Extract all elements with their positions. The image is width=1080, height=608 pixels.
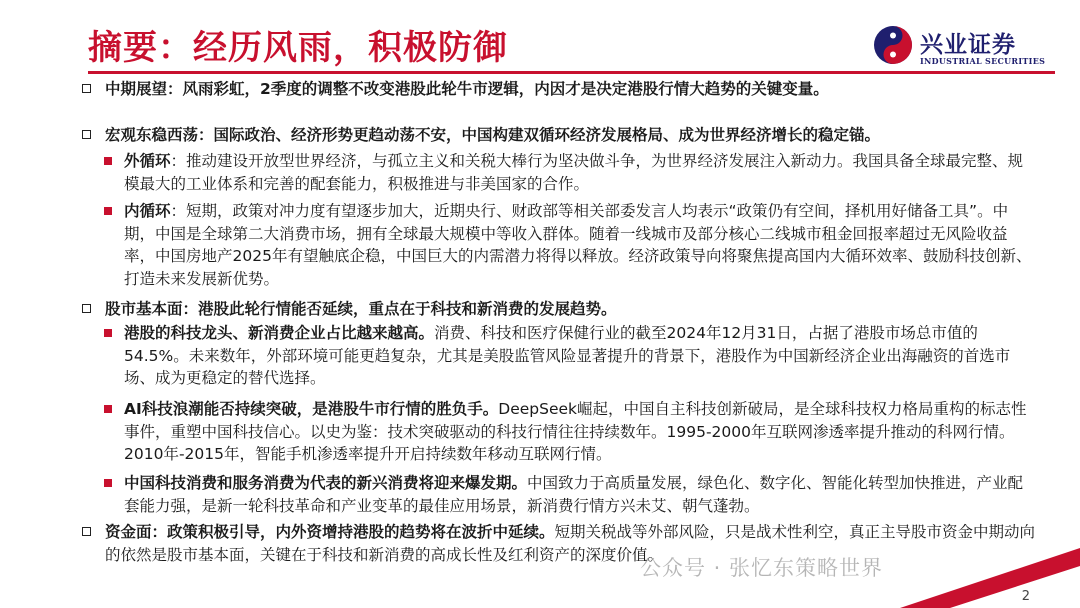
logo-english-name: INDUSTRIAL SECURITIES: [920, 56, 1046, 66]
filled-bullet-icon: [104, 405, 112, 413]
item-external-cycle: [104, 150, 1034, 195]
item-ai-wave: [104, 398, 1034, 466]
item-body: 消费、科技和医疗保健行业的截至2024年12月31日，占据了港股市场总市值的54.5%。未来数年，外部环境可能更趋复杂，尤其是美股监管风险显著提升的背景下，港股作为中国新经济企业出海融资的首选市场、成为更稳定的替代选择。: [124, 324, 1011, 387]
page-number: 2: [1021, 589, 1030, 604]
filled-bullet-icon: [104, 479, 112, 487]
item-internal-cycle: [104, 200, 1034, 290]
item-lead: 港股的科技龙头、新消费企业占比越来越高。: [124, 324, 435, 342]
item-lead: 中国科技消费和服务消费为代表的新兴消费将迎来爆发期。: [124, 474, 528, 492]
section-macro: [82, 124, 1042, 147]
square-bullet-icon: [82, 527, 91, 536]
square-bullet-icon: [82, 130, 91, 139]
section-body: 短期关税战等外部风险，只是战术性利空，真正主导股市资金中期动向的依然是股市基本面，关键在于科技和新消费的高成长性及红利资产的深度价值。: [105, 523, 1036, 564]
logo-chinese-name: 兴业证券: [920, 32, 1016, 58]
watermark-text: 公众号 · 张忆东策略世界: [640, 556, 884, 580]
title-divider: [88, 71, 1055, 74]
item-lead: 内循环: [124, 202, 171, 220]
section-fundamentals: [82, 298, 1042, 321]
square-bullet-icon: [82, 84, 91, 93]
page-title: 摘要：经历风雨，积极防御: [88, 28, 508, 68]
logo-emblem-icon: [872, 24, 914, 66]
item-body: DeepSeek崛起，中国自主科技创新破局，是全球科技权力格局重构的标志性事件，重塑中国科技信心。以史为鉴：技术突破驱动的科技行情往往持续数年。1995-2000年互联网渗透率提升推动的科网行情。2010年-2015年，智能手机渗透率提升开启持续数年移动互联网行情。: [124, 400, 1027, 463]
item-new-consumption: [104, 472, 1034, 517]
item-body: 中国致力于高质量发展，绿色化、数字化、智能化转型加快推进，产业配套能力强，是新一轮科技革命和产业变革的最佳应用场景，新消费行情方兴未艾、朝气蓬勃。: [124, 474, 1024, 515]
item-body: ：推动建设开放型世界经济，与孤立主义和关税大棒行为坚决做斗争，为世界经济发展注入新动力。我国具备全球最完整、规模最大的工业体系和完善的配套能力，积极推进与非美国家的合作。: [124, 152, 1024, 193]
item-tech-consumer-share: [104, 322, 1034, 390]
item-lead: 外循环: [124, 152, 171, 170]
section-lead: 宏观东稳西荡：国际政治、经济形势更趋动荡不安，中国构建双循环经济发展格局、成为世界经济增长的稳定锚。: [105, 126, 881, 144]
filled-bullet-icon: [104, 207, 112, 215]
square-bullet-icon: [82, 304, 91, 313]
section-lead: 中期展望：风雨彩虹，2季度的调整不改变港股此轮牛市逻辑，内因才是决定港股行情大趋势的关键变量。: [105, 80, 829, 98]
filled-bullet-icon: [104, 329, 112, 337]
item-body: ：短期，政策对冲力度有望逐步加大，近期央行、财政部等相关部委发言人均表示“政策仍有空间，择机用好储备工具”。中期，中国是全球第二大消费市场，拥有全球最大规模中等收入群体。随着一线城市及部分核心二线城市租金回报率超过无风险收益率，中国房地产2025年有望触底企稳，中国巨大的内需潜力将得以释放。经济政策导向将聚焦提高国内大循环效率、鼓励科技创新、打造未来发展新优势。: [124, 202, 1032, 288]
company-logo: [872, 24, 1062, 70]
section-lead: 资金面：政策积极引导，内外资增持港股的趋势将在波折中延续。: [105, 523, 555, 541]
section-lead: 股市基本面：港股此轮行情能否延续，重点在于科技和新消费的发展趋势。: [105, 300, 617, 318]
filled-bullet-icon: [104, 157, 112, 165]
item-lead: AI科技浪潮能否持续突破，是港股牛市行情的胜负手。: [124, 400, 499, 418]
section-outlook: [82, 78, 1042, 101]
